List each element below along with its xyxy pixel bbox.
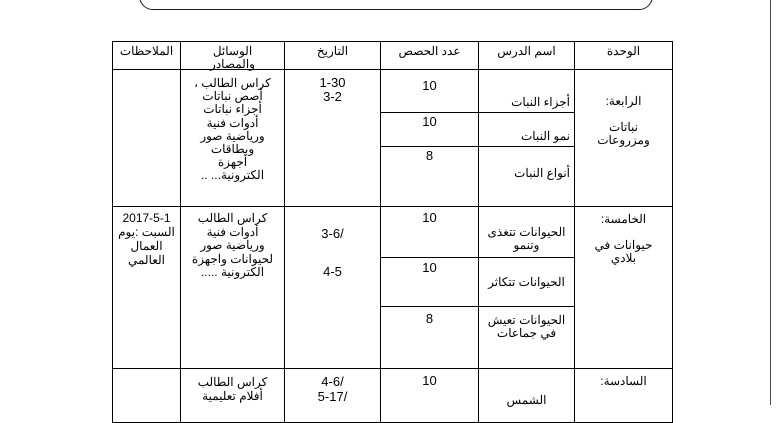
header-unit: الوحدة <box>606 44 641 58</box>
row-divider <box>113 368 672 369</box>
unit-notes: 2017-5-1 السبت :يوم العمال العالمي <box>118 211 175 267</box>
unit-resources: كراس الطالب ، أصص نباتات أجزاء نباتات أدوات فنية ورياضية صور وبطاقات أجهزة الكترونية... .. <box>194 76 271 183</box>
lesson-periods: 10 <box>422 210 437 225</box>
lesson-periods: 8 <box>425 311 434 326</box>
header-notes: الملاحظات <box>119 44 174 58</box>
unit-dates: 1-30 3-2 <box>319 75 346 104</box>
unit-name: السادسة: <box>600 374 647 388</box>
lesson-periods: 10 <box>422 114 437 129</box>
lesson-name: الحيوانات تعيش في جماعات <box>487 313 566 340</box>
unit-resources: كراس الطالب أفلام تعليمية <box>197 375 268 403</box>
header-date: التاريخ <box>316 44 349 58</box>
unit-name: الرابعة: نباتات ومزروعات <box>597 94 650 147</box>
header-periods: عدد الحصص <box>398 44 461 58</box>
header-resources: الوسائل والمصادر <box>210 44 255 71</box>
lesson-name: الشمس <box>506 393 547 407</box>
page-edge-line <box>770 0 771 405</box>
col-divider <box>380 42 381 422</box>
lesson-name: نمو النبات <box>521 129 570 143</box>
lesson-periods: 10 <box>422 78 437 93</box>
lesson-divider <box>380 306 574 307</box>
lesson-name: أنواع النبات <box>514 166 570 180</box>
lesson-divider <box>380 146 574 147</box>
unit-dates-start: 3-6/ <box>321 226 344 241</box>
lesson-periods: 8 <box>425 148 434 163</box>
lesson-divider <box>380 112 574 113</box>
header-lesson: اسم الدرس <box>497 44 556 58</box>
unit-dates: 4-6/ 5-17/ <box>317 374 348 404</box>
lesson-name: أجزاء النبات <box>511 95 570 109</box>
unit-dates-end: 4-5 <box>323 264 342 279</box>
lesson-plan-table <box>112 41 673 423</box>
row-divider <box>113 206 672 207</box>
title-frame <box>139 0 653 10</box>
unit-resources: كراس الطالب أدوات فنية ورياضية صور لحيوانات واجهزة الكترونية ..... <box>191 211 274 279</box>
lesson-periods: 10 <box>422 260 437 275</box>
lesson-periods: 10 <box>422 373 437 388</box>
lesson-divider <box>380 257 574 258</box>
lesson-name: الحيوانات تتكاثر <box>488 275 565 289</box>
lesson-name: الحيوانات تتغذى وتنمو <box>487 225 566 252</box>
unit-name: الخامسة: حيوانات في بلادي <box>594 212 653 265</box>
